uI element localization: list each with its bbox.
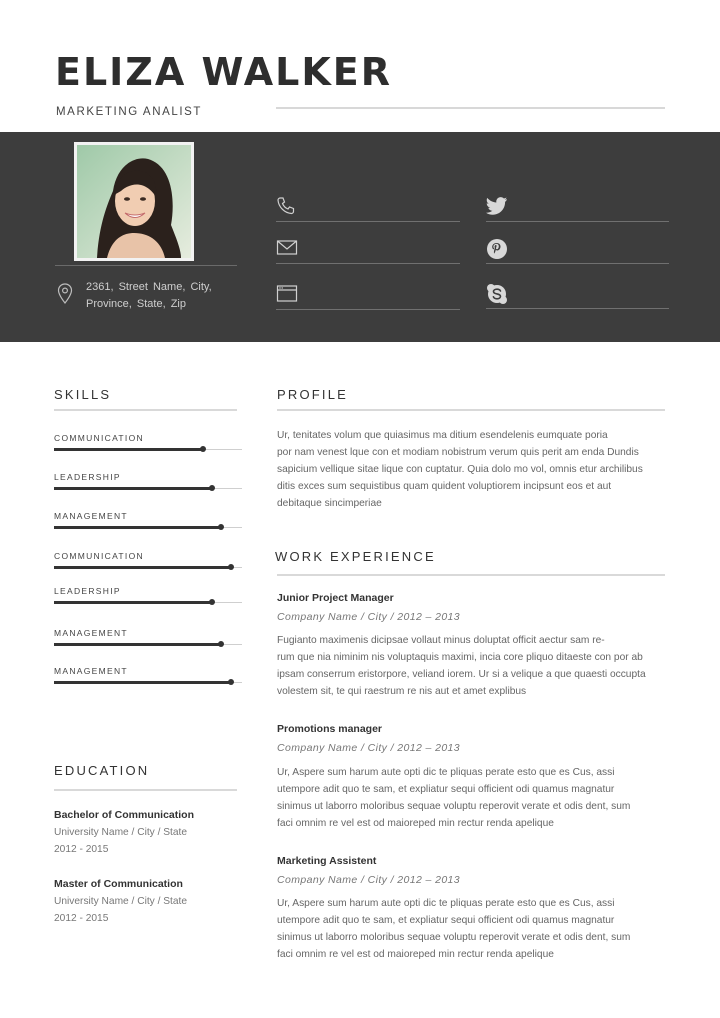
- job-description: [277, 895, 677, 963]
- phone-underline: [276, 221, 460, 222]
- skill-level-marker: [218, 641, 224, 647]
- skill-row: [54, 511, 242, 535]
- job-line: Ur, Aspere sum harum aute opti dic te pliquas perate esto que es Cus, assi: [277, 898, 615, 909]
- job-title: Junior Project Manager: [277, 592, 394, 604]
- job-description: [277, 764, 677, 832]
- job-line: sinimus ut laborro moloribus sequae voluptu reperovit verate et odis dent, sum: [277, 932, 631, 943]
- pinterest-underline: [486, 263, 669, 264]
- skill-level-marker: [228, 679, 234, 685]
- pinterest-icon: [486, 238, 508, 260]
- skill-level-bar: [54, 566, 231, 569]
- job-line: faci omnim re vel est od maioreped min rectur renda apelique: [277, 818, 554, 829]
- skill-label: LEADERSHIP: [54, 472, 121, 482]
- location-pin-icon: [57, 283, 73, 305]
- skill-level-bar: [54, 448, 203, 451]
- skills-divider: [54, 409, 237, 411]
- skill-label: COMMUNICATION: [54, 551, 144, 561]
- candidate-role: MARKETING ANALIST: [56, 106, 203, 118]
- job-line: volestem sit, te qui raestrum re nis aut et amet explibus: [277, 686, 527, 697]
- skill-level-bar: [54, 526, 221, 529]
- phone-row: [276, 196, 460, 222]
- job-line: rum que nia niminim nis voluptaquis maximi, incia core pliquo ditaeste con por ab: [277, 652, 643, 663]
- education-heading: EDUCATION: [54, 763, 150, 778]
- skill-row: [54, 551, 242, 575]
- email-underline: [276, 263, 460, 264]
- education-years: 2012 - 2015: [54, 844, 109, 855]
- skill-level-bar: [54, 487, 212, 490]
- job-company: Company Name / City / 2012 – 2013: [277, 874, 461, 886]
- job-line: ipsam conserrum eristorpore, veliand iorem. Ur si a velique a que quaesti occupta: [277, 669, 646, 680]
- twitter-underline: [486, 221, 669, 222]
- job-line: Fugianto maximenis dicipsae vollaut minus doluptat officit aectur sam re-: [277, 635, 605, 646]
- skype-underline: [486, 308, 669, 309]
- job-line: utempore adit quo te sam, et expliatur sequi officient odi quamus magnatur: [277, 915, 615, 926]
- twitter-icon: [486, 196, 508, 216]
- skype-icon: [486, 283, 508, 305]
- job-title: Marketing Assistent: [277, 855, 377, 867]
- mail-icon: [276, 238, 298, 258]
- skill-row: [54, 472, 242, 496]
- skill-row: [54, 628, 242, 652]
- education-years: 2012 - 2015: [54, 913, 109, 924]
- skill-level-bar: [54, 681, 231, 684]
- address-divider: [55, 265, 237, 266]
- job-company: Company Name / City / 2012 – 2013: [277, 742, 461, 754]
- job-line: utempore adit quo te sam, et expliatur sequi officient odi quamus magnatur: [277, 784, 615, 795]
- profile-line: debitaque sincimperiae: [277, 498, 382, 509]
- job-line: sinimus ut laborro moloribus sequae voluptu reperovit verate et odis dent, sum: [277, 801, 631, 812]
- skype-row: [486, 283, 669, 309]
- skill-label: MANAGEMENT: [54, 666, 128, 676]
- job-company: Company Name / City / 2012 – 2013: [277, 611, 461, 623]
- education-school: University Name / City / State: [54, 827, 188, 838]
- education-divider: [54, 789, 237, 791]
- skill-level-marker: [209, 485, 215, 491]
- address-line-1: 2361, Street Name, City,: [86, 281, 212, 293]
- address: [86, 279, 236, 313]
- education-school: University Name / City / State: [54, 896, 188, 907]
- skill-row: [54, 586, 242, 610]
- skill-level-bar: [54, 601, 212, 604]
- job-line: faci omnim re vel est od maioreped min rectur renda apelique: [277, 949, 554, 960]
- job-description: [277, 632, 677, 700]
- pinterest-row: [486, 238, 669, 264]
- header-divider: [276, 107, 665, 109]
- skill-level-bar: [54, 643, 221, 646]
- skill-level-marker: [218, 524, 224, 530]
- education-degree: Bachelor of Communication: [54, 809, 195, 821]
- skills-heading: SKILLS: [54, 387, 112, 402]
- profile-text: [277, 427, 677, 512]
- job-title: Promotions manager: [277, 723, 383, 735]
- address-line-2: Province, State, Zip: [86, 298, 186, 310]
- website-underline: [276, 309, 460, 310]
- profile-photo: [74, 142, 194, 261]
- profile-line: sapicium vellique sitae lique con cuptatur. Quia dolo mo vol, omnis etur archilibus: [277, 464, 643, 475]
- skill-label: COMMUNICATION: [54, 433, 144, 443]
- skill-label: MANAGEMENT: [54, 511, 128, 521]
- profile-line: ditis exces sum sequistibus quam quident voluptiorem incipsunt eos et aut: [277, 481, 612, 492]
- education-degree: Master of Communication: [54, 878, 183, 890]
- skill-label: MANAGEMENT: [54, 628, 128, 638]
- skill-row: [54, 433, 242, 457]
- profile-line: Ur, tenitates volum que quiasimus ma ditium esendelenis eumquate poria: [277, 430, 608, 441]
- profile-line: por nam venest lque con et modiam nobistrum verum quis perit am enda Dundis: [277, 447, 639, 458]
- skill-label: LEADERSHIP: [54, 586, 121, 596]
- browser-icon: [276, 284, 298, 304]
- skill-level-marker: [209, 599, 215, 605]
- skill-row: [54, 666, 242, 690]
- profile-heading: PROFILE: [277, 387, 349, 402]
- job-line: Ur, Aspere sum harum aute opti dic te pliquas perate esto que es Cus, assi: [277, 767, 615, 778]
- profile-divider: [277, 409, 665, 411]
- skill-level-marker: [228, 564, 234, 570]
- twitter-row: [486, 196, 669, 222]
- work-heading: WORK EXPERIENCE: [275, 549, 436, 564]
- skill-level-marker: [200, 446, 206, 452]
- website-row: [276, 284, 460, 310]
- work-divider: [277, 574, 665, 576]
- email-row: [276, 238, 460, 264]
- candidate-name: ELIZA WALKER: [55, 50, 392, 94]
- phone-icon: [276, 196, 296, 216]
